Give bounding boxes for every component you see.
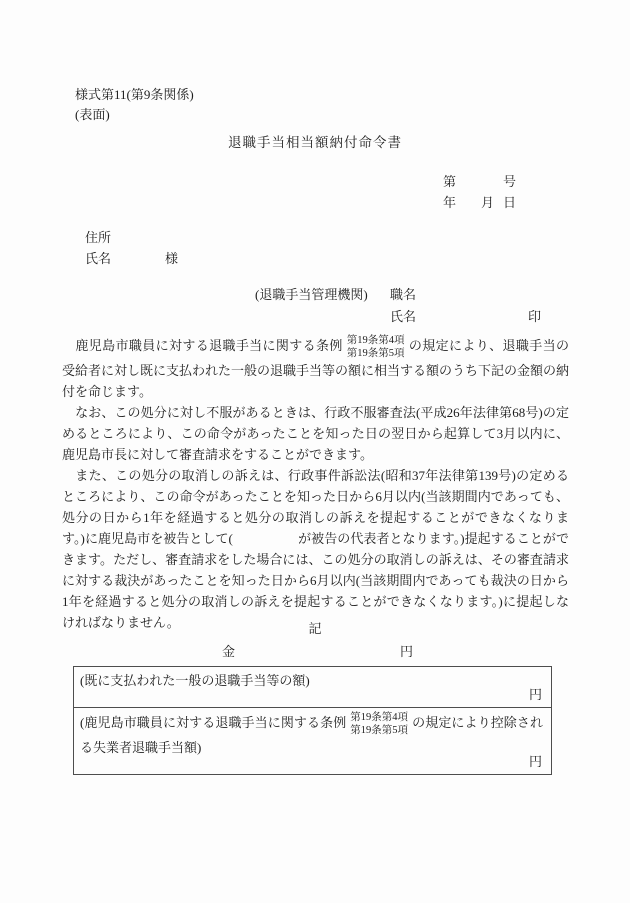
clause-fraction <box>350 711 408 737</box>
row1-unit: 円 <box>528 687 542 702</box>
seal-mark: 印 <box>528 309 542 324</box>
record-separator: 記 <box>308 621 322 636</box>
date-month-label: 月 <box>481 195 495 210</box>
amount-kin-label: 金 <box>222 644 236 659</box>
table-row-paid-allowance <box>74 667 551 708</box>
row2-label-pre: (鹿児島市職員に対する退職手当に関する条例 <box>80 714 347 730</box>
clause-top: 第19条第4項 <box>350 712 409 723</box>
form-number: 様式第11(第9条関係) <box>75 87 194 102</box>
paragraph-lawsuit: また、この処分の取消しの訴えは、行政事件訴訟法(昭和37年法律第139号)の定めるところにより、この命令があったことを知った日から6月以内(当該期間内であっても、処分の日から1年を経過すると処分の取消しの訴えを提起することができなくなります。)に鹿児島市を被告として( が被告の代表者となります。)提起することができます。ただし、審査請求をした場合には、この処分の取消しの訴えは、その審査請求に対する裁決があったことを知った日から6月以内(当該期間内であっても裁決の日から1年を経過すると処分の取消しの訴えを提起することができなくなります。)に提起しなければなりません。 <box>62 468 569 630</box>
amount-table <box>73 666 552 775</box>
clause-bottom: 第19条第5項 <box>350 725 409 736</box>
doc-number-suffix: 号 <box>503 174 517 189</box>
side-label: (表面) <box>75 107 110 122</box>
issuer-post-label: 職名 <box>390 287 417 302</box>
recipient-address-label: 住所 <box>85 230 112 245</box>
clause-fraction <box>347 334 405 360</box>
recipient-honorific: 様 <box>165 251 179 266</box>
clause-bottom: 第19条第5項 <box>346 348 405 359</box>
paragraph-order-pre: 鹿児島市職員に対する退職手当に関する条例 <box>62 337 343 353</box>
row2-label-post: の規定により控除される失業者退職手当額) <box>80 714 543 755</box>
date-year-label: 年 <box>443 195 457 210</box>
date-day-label: 日 <box>503 195 517 210</box>
doc-number-prefix: 第 <box>443 174 457 189</box>
recipient-name-label: 氏名 <box>85 251 112 266</box>
row2-unit: 円 <box>528 754 542 769</box>
paragraph-appeal: なお、この処分に対し不服があるときは、行政不服審査法(平成26年法律第68号)の定めるところにより、この命令があったことを知った日の翌日から起算して3月以内に、鹿児島市長に対して審査請求をすることができます。 <box>62 405 569 462</box>
issuer-name-label: 氏名 <box>390 309 417 324</box>
paragraph-order <box>62 334 569 402</box>
row1-label: (既に支払われた一般の退職手当等の額) <box>80 673 310 688</box>
table-row-deducted-allowance <box>74 708 551 774</box>
page-title: 退職手当相当額納付命令書 <box>228 135 402 150</box>
paragraph-order-post: の規定により、退職手当の受給者に対し既に支払われた一般の退職手当等の額に相当する額のうち下記の金額の納付を命じます。 <box>62 337 570 399</box>
amount-yen-label: 円 <box>400 644 414 659</box>
clause-top: 第19条第4項 <box>346 335 405 346</box>
issuer-org-label: (退職手当管理機関) <box>255 287 368 302</box>
body-text <box>62 334 569 633</box>
